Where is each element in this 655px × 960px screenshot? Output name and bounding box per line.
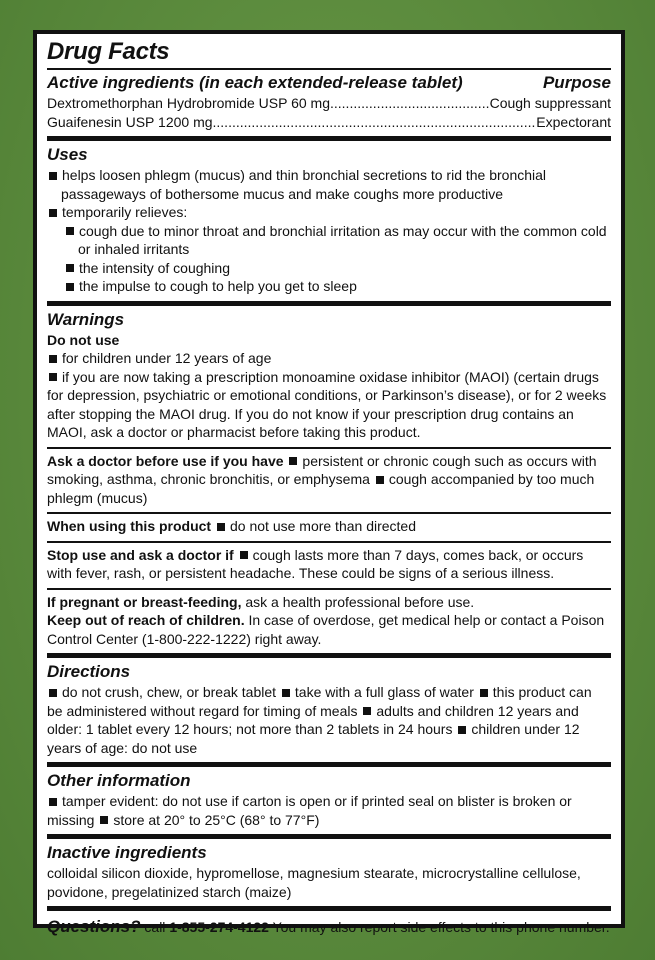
bullet-icon <box>240 551 248 559</box>
bullet-icon <box>49 172 57 180</box>
ingredient-row <box>47 113 611 132</box>
ingredient-name: Guaifenesin USP 1200 mg <box>47 113 213 130</box>
list-item: if you are now taking a prescription monoamine oxidase inhibitor (MAOI) (certain drugs for depression, psychiatric or emotional conditions, or Parkinson’s disease), or for 2 weeks after stopping the MAOI drug. If you do not know if your prescription drug contains an MAOI, ask a doctor or pharmacist before taking this product. <box>47 368 607 440</box>
ingredient-name: Dextromethorphan Hydrobromide USP 60 mg <box>47 95 330 111</box>
direction-item: children under 12 years of age: do not use <box>47 721 580 756</box>
list-item: the impulse to cough to help you get to sleep <box>47 277 611 296</box>
when-using-item: do not use more than directed <box>230 518 417 534</box>
stop-use-section <box>47 543 611 590</box>
do-not-use-label: Do not use <box>47 331 120 348</box>
list-item: helps loosen phlegm (mucus) and thin bronchial secretions to rid the bronchial passageways of bothersome mucus and make coughs more productive <box>47 166 611 203</box>
stop-use-item: cough lasts more than 7 days, comes back, or occurs with fever, rash, or persistent headache. These could be signs of a serious illness. <box>47 546 584 581</box>
list-item: cough due to minor throat and bronchial irritation as may occur with the common cold or inhaled irritants <box>47 222 611 259</box>
bullet-icon <box>66 283 74 291</box>
active-ingredients-section <box>47 34 611 141</box>
ask-doctor-section <box>47 449 611 515</box>
bullet-icon <box>100 816 108 824</box>
questions-call: call <box>144 919 166 935</box>
bullet-icon <box>66 227 74 235</box>
when-using-section <box>47 514 611 543</box>
direction-item: this product can be administered without regard for timing of meals <box>47 684 592 719</box>
bullet-icon <box>49 355 57 363</box>
purpose-heading: Purpose <box>542 73 611 92</box>
direction-item: do not crush, chew, or break tablet <box>62 684 277 700</box>
bullet-icon <box>49 373 57 381</box>
drug-facts-panel <box>33 30 625 936</box>
bullet-icon <box>480 689 488 697</box>
active-ingredients-heading: Active ingredients (in each extended-release tablet) <box>47 73 463 92</box>
uses-section <box>47 141 611 306</box>
warnings-section <box>47 306 611 449</box>
phone-number: 1-855-274-4122 <box>169 919 269 935</box>
inactive-ingredients-text: colloidal silicon dioxide, hypromellose, magnesium stearate, microcrystalline cellulose, povidone, pregelatinized starch (maize) <box>47 865 581 900</box>
other-item: tamper evident: do not use if carton is open or if printed seal on blister is broken or missing <box>47 793 572 828</box>
pregnancy-label: If pregnant or breast-feeding, <box>47 593 242 610</box>
questions-heading: Questions? <box>47 917 141 936</box>
direction-item: take with a full glass of water <box>294 684 474 700</box>
list-item: temporarily relieves: <box>47 203 611 222</box>
pregnancy-section <box>47 590 611 659</box>
bullet-icon <box>49 209 57 217</box>
bullet-icon <box>49 689 57 697</box>
warnings-heading: Warnings <box>47 309 125 329</box>
stop-use-label: Stop use and ask a doctor if <box>47 546 234 563</box>
directions-section <box>47 658 611 767</box>
list-item: for children under 12 years of age <box>47 349 611 368</box>
ask-doctor-label: Ask a doctor before use if you have <box>47 452 284 469</box>
bullet-icon <box>217 523 225 531</box>
inactive-ingredients-heading: Inactive ingredients <box>47 843 207 862</box>
when-using-label: When using this product <box>47 518 212 534</box>
ingredient-row <box>47 94 611 113</box>
ask-item: persistent or chronic cough such as occurs with smoking, asthma, chronic bronchitis, or emphysema <box>47 452 597 487</box>
pregnancy-text: ask a health professional before use. <box>245 593 475 610</box>
bullet-icon <box>376 476 384 484</box>
bullet-icon <box>282 689 290 697</box>
other-item: store at 20° to 25°C (68° to 77°F) <box>113 811 320 828</box>
questions-text: You may also report side effects to this phone number. <box>272 919 610 935</box>
ask-item: cough accompanied by too much phlegm (mucus) <box>47 471 595 506</box>
bullet-icon <box>66 264 74 272</box>
bullet-icon <box>363 707 371 715</box>
keep-out-label: Keep out of reach of children. <box>47 612 245 628</box>
keep-out-text: In case of overdose, get medical help or contact a Poison Control Center (1-800-222-1222) right away. <box>47 612 605 647</box>
uses-heading: Uses <box>47 145 88 164</box>
direction-item: adults and children 12 years and older: 1 tablet every 12 hours; not more than 2 tablets in 24 hours <box>47 702 579 737</box>
other-information-section <box>47 767 611 839</box>
ingredient-purpose: Expectorant <box>536 113 611 130</box>
questions-section <box>47 911 611 942</box>
bullet-icon <box>458 726 466 734</box>
ingredient-purpose: Cough suppressant <box>489 95 611 111</box>
other-information-heading: Other information <box>47 771 191 790</box>
list-item: the intensity of coughing <box>47 259 611 278</box>
bullet-icon <box>289 457 297 465</box>
page-title: Drug Facts <box>47 37 611 70</box>
bullet-icon <box>49 798 57 806</box>
inactive-ingredients-section <box>47 839 611 911</box>
directions-heading: Directions <box>47 662 131 681</box>
